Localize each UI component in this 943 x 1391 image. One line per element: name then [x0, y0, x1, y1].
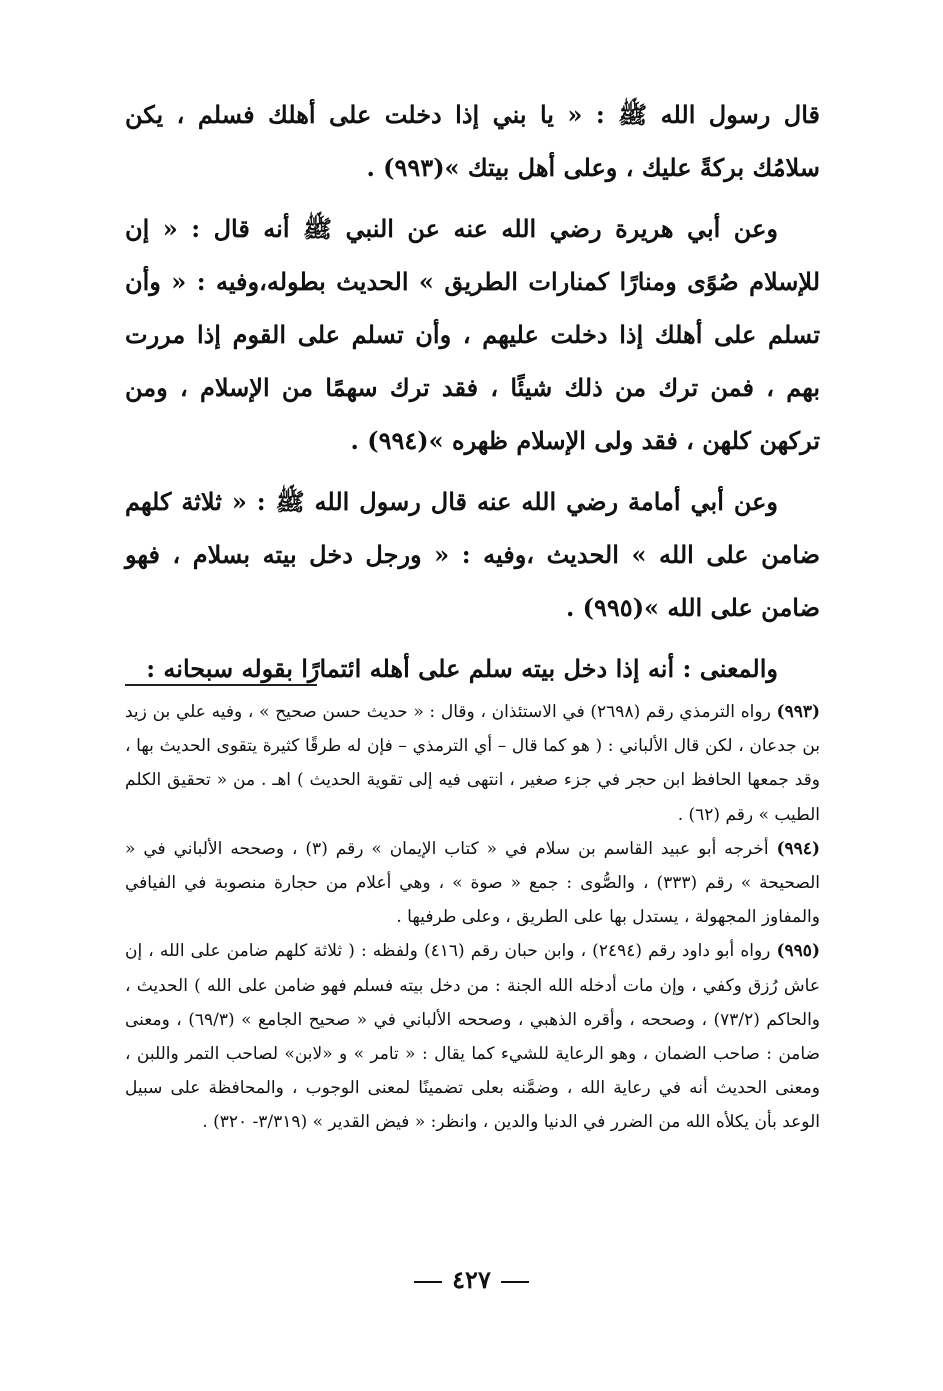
footnote-divider — [125, 684, 317, 686]
footnote-994 — [125, 832, 820, 935]
footnote-number: (٩٩٣) — [776, 702, 821, 722]
paragraph-4: والمعنى : أنه إذا دخل بيته سلم على أهله ائتمارًا بقوله سبحانه : — [146, 654, 778, 683]
paragraph-3: وعن أبي أمامة رضي الله عنه قال رسول الله ﷺ : « ثلاثة كلهم ضامن على الله » الحديث ،وفيه : « ورجل دخل بيته بسلام ، فهو ضامن على الله »(٩٩٥) . — [125, 487, 820, 622]
dash-left — [414, 1281, 442, 1283]
paragraph-2: وعن أبي هريرة رضي الله عنه عن النبي ﷺ أنه قال : « إن للإسلام صُوًى ومنارًا كمنارات الطريق » الحديث بطوله،وفيه : « وأن تسلم على أهلك إذا دخلت عليهم ، وأن تسلم على القوم إذا مررت بهم ، فمن ترك من ذلك شيئًا ، فقد ترك سهمًا من الإسلام ، ومن تركهن كلهن ، فقد ولى الإسلام ظهره »(٩٩٤) . — [125, 214, 821, 455]
page-number: ٤٢٧ — [452, 1265, 491, 1294]
footnote-text: رواه الترمذي رقم (٢٦٩٨) في الاستئذان ، وقال : « حديث حسن صحيح » ، وفيه علي بن زيد بن جدعان ، لكن قال الألباني : ( هو كما قال – أي الترمذي – فإن له طرقًا كثيرة يتقوى الحديث بها ، وقد جمعها الحافظ ابن حجر في جزء صغير ، انتهى فيه إلى تقوية الحديث ) اهـ . من « تحقيق الكلم الطيب » رقم (٦٢) . — [125, 702, 820, 825]
book-page — [125, 88, 820, 1328]
footnote-995 — [125, 934, 820, 1139]
footnote-993 — [125, 695, 820, 832]
footnote-text: أخرجه أبو عبيد القاسم بن سلام في « كتاب الإيمان » رقم (٣) ، وصححه الألباني في « الصحيحة » رقم (٣٣٣) ، والصُّوى : جمع « صوة » ، وهي أعلام من حجارة منصوبة في الفيافي والمفاوز المجهولة ، يستدل بها على الطريق ، وعلى طرفيها . — [125, 838, 820, 928]
page-number-row — [0, 1265, 943, 1294]
footnote-number: (٩٩٤) — [776, 838, 820, 859]
paragraph-1: قال رسول الله ﷺ : « يا بني إذا دخلت على أهلك فسلم ، يكن سلامُك بركةً عليك ، وعلى أهل بيتك »(٩٩٣) . — [125, 100, 820, 182]
footnote-text: رواه أبو داود رقم (٢٤٩٤) ، وابن حبان رقم (٤١٦) ولفظه : ( ثلاثة كلهم ضامن على الله ، إن عاش رُزق وكفي ، وإن مات أدخله الله الجنة : من دخل بيته فسلم فهو ضامن على الله ) الحديث ، والحاكم (٧٣/٢) ، وصححه ، وأقره الذهبي ، وصححه الألباني في « صحيح الجامع » (٦٩/٣) ، ومعنى ضامن : صاحب الضمان ، وهو الرعاية للشيء كما يقال : « تامر » و «لابن» لصاحب التمر واللبن ، ومعنى الحديث أنه في رعاية الله ، وضمَّنه بعلى تضمينًا لمعنى الوجوب ، والمحافظة على سبيل الوعد بأن يكلأه الله من الضرر في الدنيا والدين ، وانظر: « فيض القدير » (٣/٣١٩- ٣٢٠) . — [125, 941, 821, 1133]
dash-right — [501, 1281, 529, 1283]
footnotes — [125, 695, 820, 1140]
main-text — [125, 88, 820, 695]
footnote-number: (٩٩٥) — [776, 941, 820, 962]
